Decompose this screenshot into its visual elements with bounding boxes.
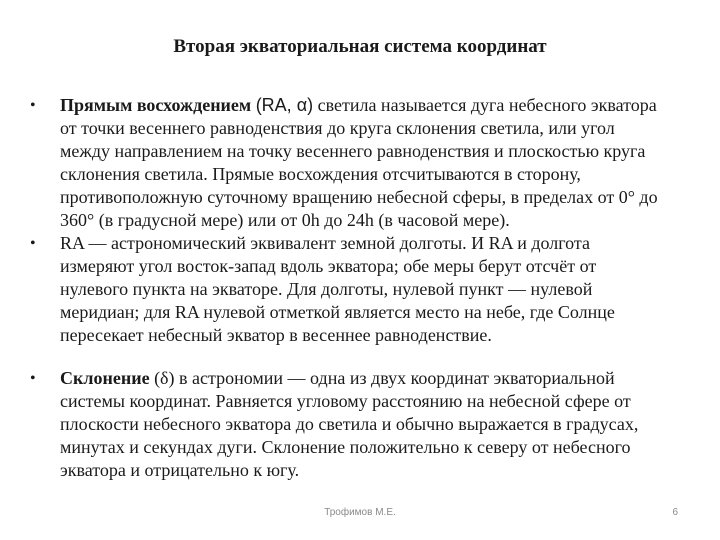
term-declination: Склонение (60, 368, 150, 388)
bullet-text: светила называется дуга небесного экватора от точки весеннего равноденствия до круга склонения светила, или угол между направлением на точку весеннего равноденствия и плоскостью круга склонения светила. Прямые восхождения отсчитываются в сторону, противоположную суточному вращению небесной сферы, в пределах от 0° до 360° (в градусной мере) или от 0h до 24h (в часовой мере). (60, 95, 658, 230)
symbol-declination: (δ) (154, 368, 175, 388)
bullet-marker: • (30, 97, 36, 114)
bullet-marker: • (30, 370, 36, 387)
bullet-declination (28, 367, 668, 482)
page-number: 6 (672, 507, 678, 518)
bullet-ra-longitude (28, 232, 668, 347)
symbol-right-ascension: (RA, α) (255, 95, 314, 115)
bullet-list (28, 94, 668, 482)
bullet-right-ascension (28, 94, 668, 232)
term-right-ascension: Прямым восхождением (60, 95, 252, 115)
footer-author: Трофимов М.Е. (324, 507, 396, 518)
bullet-text: RA — астрономический эквивалент земной долготы. И RA и долгота измеряют угол восток-запад вдоль экватора; обе меры берут отсчёт от нулевого пункта на экваторе. Для долготы, нулевой пункт — нулевой меридиан; для RA нулевой отметкой является место на небе, где Солнце пересекает небесный экватор в весеннее равноденствие. (60, 233, 615, 345)
bullet-text: в астрономии — одна из двух координат экваториальной системы координат. Равняется угловому расстоянию на небесной сфере от плоскости небесного экватора до светила и обычно выражается в градусах, минутах и секундах дуги. Склонение положительно к северу от небесного экватора и отрицательно к югу. (60, 368, 639, 480)
slide-title: Вторая экваториальная система координат (173, 36, 547, 57)
bullet-marker: • (30, 235, 36, 252)
